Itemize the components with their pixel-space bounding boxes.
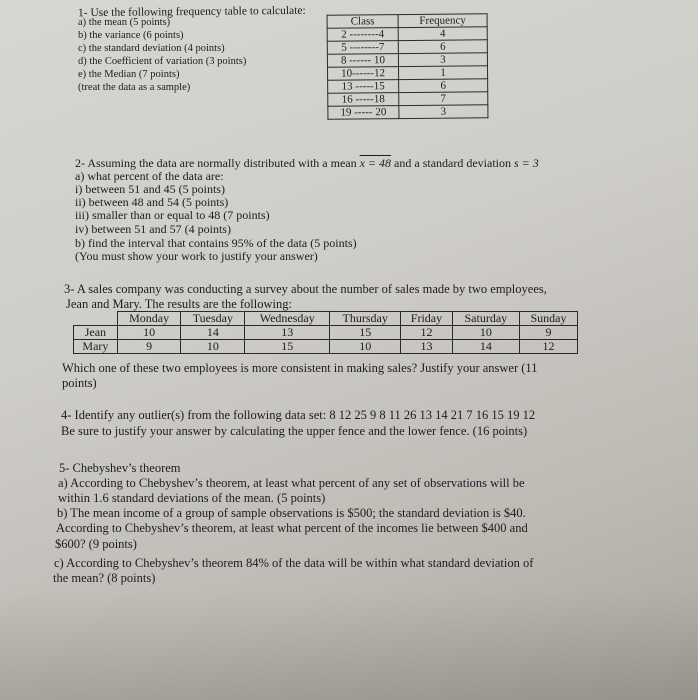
frequency-cell: 6 (399, 79, 488, 93)
q1-title: 1- Use the following frequency table to calculate: (77, 4, 306, 20)
q2-line: (You must show your work to justify your answer) (75, 249, 318, 263)
q5-line: within 1.6 standard deviations of the mean. (5 points) (58, 491, 326, 505)
q5-line: $600? (9 points) (55, 537, 137, 551)
class-cell: 8 ------ 10 (327, 54, 398, 68)
day-header: Tuesday (181, 312, 245, 326)
day-header: Friday (401, 312, 452, 326)
class-cell: 16 -----18 (328, 93, 399, 107)
sales-table (73, 311, 578, 354)
sales-cell: 14 (452, 340, 519, 354)
employee-name: Mary (74, 340, 118, 354)
table-header-row (74, 312, 578, 326)
q2-line: b) find the interval that contains 95% of the data (5 points) (75, 236, 357, 250)
day-header: Sunday (519, 312, 577, 326)
corner-cell (74, 312, 118, 326)
sales-cell: 15 (245, 340, 330, 354)
q1-item: d) the Coefficient of variation (3 points) (78, 56, 247, 67)
q1-item: a) the mean (5 points) (78, 17, 171, 28)
class-cell: 10------12 (328, 67, 399, 81)
class-header: Class (327, 15, 398, 29)
frequency-cell: 6 (398, 40, 487, 54)
class-cell: 13 -----15 (328, 80, 399, 94)
q2-line: ii) between 48 and 54 (5 points) (75, 195, 229, 209)
sales-cell: 13 (245, 326, 330, 340)
q5-title: 5- Chebyshev’s theorem (59, 461, 181, 475)
employee-name: Jean (74, 326, 118, 340)
q3-line: points) (62, 376, 97, 390)
frequency-header: Frequency (398, 14, 487, 28)
q1-item: c) the standard deviation (4 points) (78, 43, 225, 54)
table-row (74, 326, 578, 340)
q2-line: iii) smaller than or equal to 48 (7 points) (75, 208, 270, 222)
q2-line: i) between 51 and 45 (5 points) (75, 182, 225, 196)
mean-expression: x = 48 (359, 156, 392, 170)
q4-line: 4- Identify any outlier(s) from the following data set: 8 12 25 9 8 11 26 13 14 21 7 16 15 19 12 (61, 408, 536, 422)
frequency-cell: 4 (398, 27, 487, 41)
q5-line: According to Chebyshev’s theorem, at least what percent of the incomes lie between $400 and (56, 521, 528, 535)
q1-item: e) the Median (7 points) (78, 69, 180, 80)
class-cell: 5 --------7 (327, 41, 398, 55)
sales-cell: 10 (330, 340, 401, 354)
sales-cell: 9 (519, 326, 577, 340)
q2-intro (75, 156, 539, 170)
frequency-cell: 1 (399, 66, 488, 80)
q3-line: 3- A sales company was conducting a survey about the number of sales made by two employees, (64, 282, 547, 296)
frequency-cell: 3 (398, 53, 487, 67)
q5-line: c) According to Chebyshev’s theorem 84% of the data will be within what standard deviation of (54, 556, 534, 570)
sales-cell: 12 (519, 340, 577, 354)
q3-line: Which one of these two employees is more consistent in making sales? Justify your answer (11 (62, 361, 538, 375)
q2-line: iv) between 51 and 57 (4 points) (75, 222, 231, 236)
sales-cell: 13 (401, 340, 452, 354)
day-header: Wednesday (245, 312, 330, 326)
q2-line: a) what percent of the data are: (75, 169, 224, 183)
table-row (328, 105, 488, 119)
q2-intro-text: 2- Assuming the data are normally distributed with a mean (75, 156, 357, 170)
class-cell: 19 ----- 20 (328, 106, 399, 120)
q5-line: the mean? (8 points) (53, 571, 156, 585)
sd-expression: s = 3 (514, 156, 539, 170)
sales-cell: 10 (117, 326, 181, 340)
q5-line: a) According to Chebyshev’s theorem, at least what percent of any set of observations will be (58, 476, 525, 490)
sales-cell: 9 (117, 340, 181, 354)
frequency-cell: 7 (399, 92, 488, 106)
day-header: Saturday (452, 312, 519, 326)
q1-item: (treat the data as a sample) (78, 82, 191, 93)
q3-line: Jean and Mary. The results are the following: (66, 297, 292, 311)
sales-cell: 14 (181, 326, 245, 340)
day-header: Monday (117, 312, 181, 326)
table-row (74, 340, 578, 354)
day-header: Thursday (330, 312, 401, 326)
sales-cell: 12 (401, 326, 452, 340)
q2-intro-text-2: and a standard deviation (394, 156, 512, 170)
q5-line: b) The mean income of a group of sample observations is $500; the standard deviation is $40. (57, 506, 526, 520)
q4-line: Be sure to justify your answer by calculating the upper fence and the lower fence. (16 points) (61, 424, 528, 438)
frequency-table (327, 13, 489, 119)
table-header-row (327, 14, 487, 28)
frequency-cell: 3 (399, 105, 488, 119)
class-cell: 2 --------4 (327, 28, 398, 42)
sales-cell: 10 (181, 340, 245, 354)
lighting-shadow (0, 590, 698, 700)
sales-cell: 15 (330, 326, 401, 340)
q1-item: b) the variance (6 points) (78, 30, 184, 41)
sales-cell: 10 (452, 326, 519, 340)
